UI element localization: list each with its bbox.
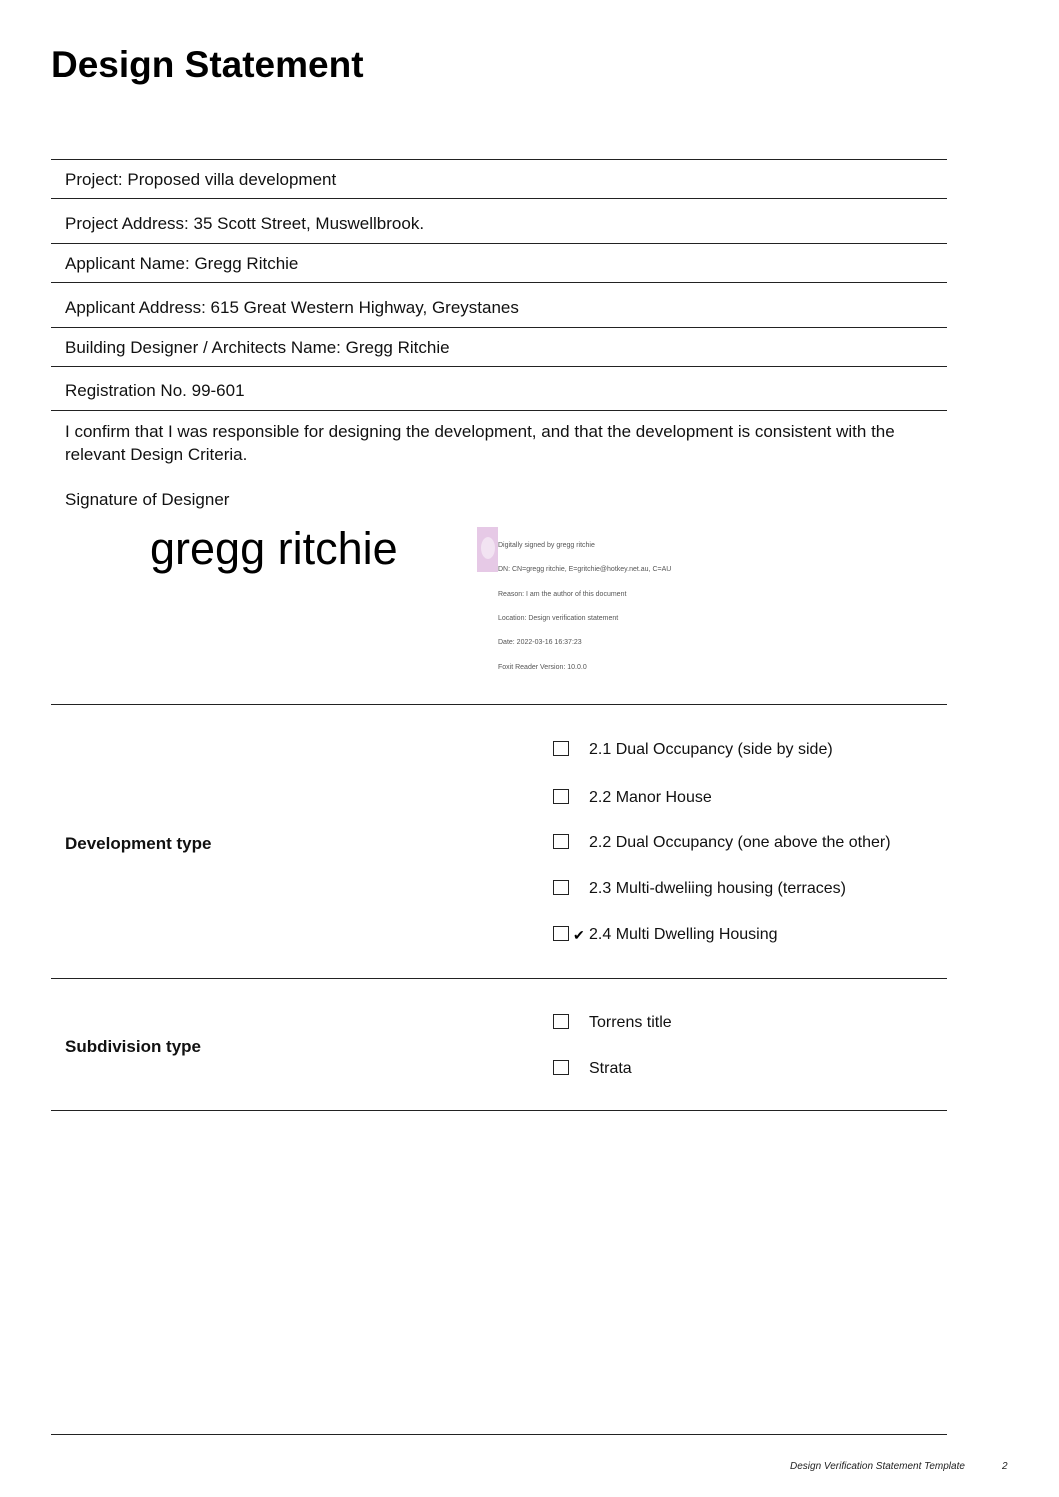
checkbox-strata[interactable] — [553, 1060, 569, 1075]
project-address-field: Project Address: 35 Scott Street, Muswellbrook. — [65, 214, 425, 233]
applicant-address-field: Applicant Address: 615 Great Western Highway, Greystanes — [65, 298, 519, 317]
signature-detail-line: DN: CN=gregg ritchie, E=gritchie@hotkey.net.au, C=AU — [498, 566, 672, 574]
registration-field: Registration No. 99-601 — [65, 381, 245, 400]
signature-detail-line: Digitally signed by gregg ritchie — [498, 542, 595, 550]
checkbox-multi-dwelling-terraces[interactable] — [553, 880, 569, 895]
signature-detail-line: Foxit Reader Version: 10.0.0 — [498, 663, 587, 671]
subdivision-type-label: Subdivision type — [65, 1037, 202, 1056]
designer-name-field: Building Designer / Architects Name: Gregg Ritchie — [65, 338, 450, 357]
page-title: Design Statement — [51, 44, 364, 85]
divider — [51, 198, 947, 199]
applicant-name-field: Applicant Name: Gregg Ritchie — [65, 254, 299, 273]
designer-signature[interactable]: gregg ritchie — [150, 523, 398, 574]
checkbox-multi-dwelling-housing[interactable] — [553, 926, 569, 941]
development-type-label: Development type — [65, 834, 212, 853]
option-label: 2.2 Dual Occupancy (one above the other) — [589, 834, 891, 851]
divider — [51, 704, 947, 705]
checkbox-manor-house[interactable] — [553, 789, 569, 804]
signature-label: Signature of Designer — [65, 490, 230, 509]
checkmark-icon: ✔ — [573, 927, 585, 943]
option-label: 2.3 Multi-dweliing housing (terraces) — [589, 880, 846, 897]
option-label: Torrens title — [589, 1014, 672, 1031]
confirmation-statement: I confirm that I was responsible for designing the development, and that the development is consistent with the relevant Design Criteria. — [65, 422, 895, 464]
option-label: 2.4 Multi Dwelling Housing — [589, 926, 778, 943]
option-label: 2.1 Dual Occupancy (side by side) — [589, 741, 833, 758]
checkbox-dual-occupancy-one-above-other[interactable] — [553, 834, 569, 849]
project-field: Project: Proposed villa development — [65, 170, 337, 189]
option-label: 2.2 Manor House — [589, 789, 712, 806]
checkbox-dual-occupancy-side-by-side[interactable] — [553, 741, 569, 756]
footer-divider — [51, 1434, 947, 1435]
divider — [51, 159, 947, 160]
divider — [51, 410, 947, 411]
option-label: Strata — [589, 1060, 632, 1077]
signature-detail-line: Reason: I am the author of this document — [498, 590, 627, 598]
divider — [51, 282, 947, 283]
digital-signature-seal-icon — [477, 527, 498, 572]
digital-signature-details[interactable] — [498, 526, 671, 680]
divider — [51, 978, 947, 979]
footer-template-name: Design Verification Statement Template — [790, 1461, 965, 1472]
divider — [51, 243, 947, 244]
page-number: 2 — [1002, 1461, 1008, 1472]
signature-detail-line: Date: 2022-03-16 16:37:23 — [498, 639, 582, 647]
divider — [51, 366, 947, 367]
signature-detail-line: Location: Design verification statement — [498, 615, 619, 623]
divider — [51, 1110, 947, 1111]
divider — [51, 327, 947, 328]
checkbox-torrens-title[interactable] — [553, 1014, 569, 1029]
